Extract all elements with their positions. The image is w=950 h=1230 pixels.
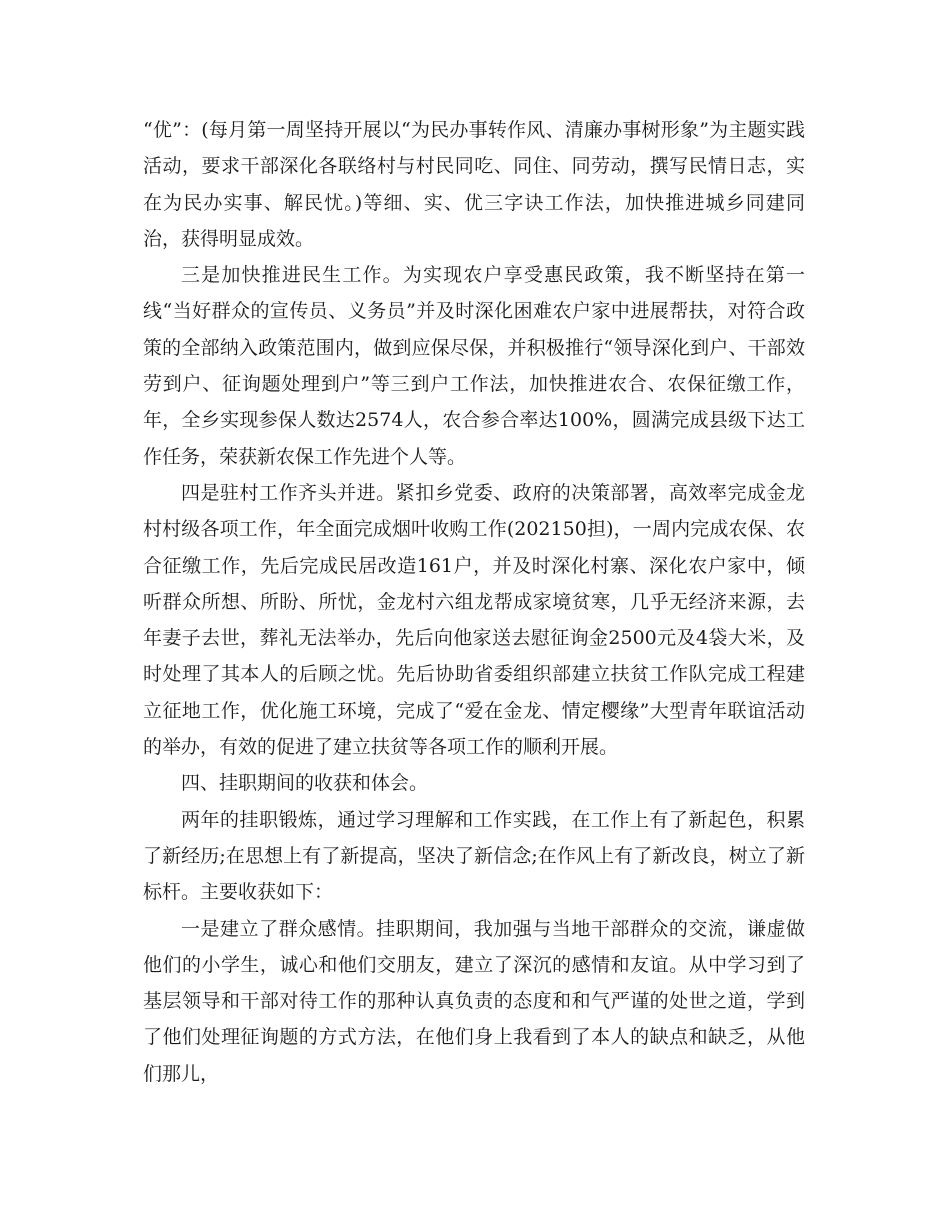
document-page xyxy=(143,112,805,1092)
section-heading-gains: 四、挂职期间的收获和体会。 xyxy=(181,772,429,795)
paragraph-mass-relations: 一是建立了群众感情。挂职期间，我加强与当地干部群众的交流，谦虚做他们的小学生，诚心和他们交朋友，建立了深沉的感情和友谊。从中学习到了基层领导和干部对待工作的那种认真负责的态度和和气严谨的处世之道，学到了他们处理征询题的方式方法，在他们身上我看到了本人的缺点和缺乏，从他们那儿， xyxy=(143,917,805,1085)
paragraph-livelihood-work: 三是加快推进民生工作。为实现农户享受惠民政策，我不断坚持在第一线“当好群众的宣传员、义务员”并及时深化困难农户家中进展帮扶，对符合政策的全部纳入政策范围内，做到应保尽保，并积极推行“领导深化到户、干部效劳到户、征询题处理到户”等三到户工作法，加快推进农合、农保征缴工作，年，全乡实现参保人数达2574人，农合参合率达100%，圆满完成县级下达工作任务，荣获新农保工作先进个人等。 xyxy=(143,264,805,468)
paragraph-gains-intro: 两年的挂职锻炼，通过学习理解和工作实践，在工作上有了新起色，积累了新经历;在思想上有了新提高，坚决了新信念;在作风上有了新改良，树立了新标杆。主要收获如下： xyxy=(143,808,805,904)
paragraph-village-work: 四是驻村工作齐头并进。紧扣乡党委、政府的决策部署，高效率完成金龙村村级各项工作，年全面完成烟叶收购工作(202150担)，一周内完成农保、农合征缴工作，先后完成民居改造161户，并及时深化村寨、深化农户家中，倾听群众所想、所盼、所忧，金龙村六组龙帮成家境贫寒，几乎无经济来源，去年妻子去世，葬礼无法举办，先后向他家送去慰征询金2500元及4袋大米，及时处理了其本人的后顾之忧。先后协助省委组织部建立扶贫工作队完成工程建立征地工作，优化施工环境，完成了“爱在金龙、情定樱缘”大型青年联谊活动的举办，有效的促进了建立扶贫等各项工作的顺利开展。 xyxy=(143,481,805,759)
paragraph-continuation: “优”：(每月第一周坚持开展以“为民办事转作风、清廉办事树形象”为主题实践活动，要求干部深化各联络村与村民同吃、同住、同劳动，撰写民情日志，实在为民办实事、解民忧。)等细、实、优三字诀工作法，加快推进城乡同建同治，获得明显成效。 xyxy=(143,119,805,250)
